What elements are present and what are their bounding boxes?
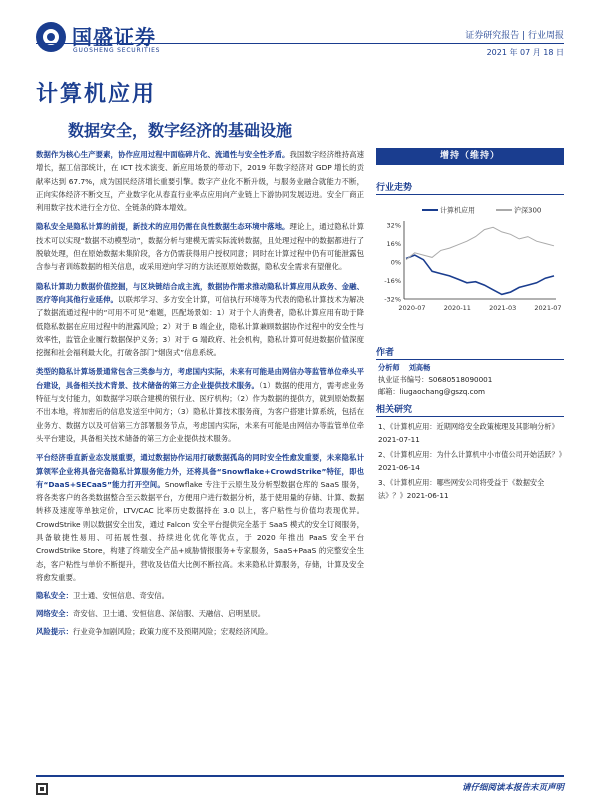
paragraph-4 bbox=[36, 365, 364, 445]
related-item-1[interactable] bbox=[378, 420, 564, 446]
y-tick-label: 32% bbox=[386, 221, 401, 230]
report-title: 数据安全，数字经济的基础设施 bbox=[68, 121, 293, 140]
paragraph-1-text: 我国数字经济维持高速增长，据工信部统计，在 ICT 技术演变、新应用场景的带动下，2019 年数字经济对 GDP 增长的贡献率达到 67.7%，成为国民经济增长重要引擎。数字产业化不断升级，与服务业融合就能力不断，正向实体经济不断交互，产业数字化从春直行业率点应用向产业链上下游协同发展迈进。安全厂商正利用数字技术进行全方位、全链条的降本增效。 bbox=[36, 150, 364, 213]
series-line-hs300 bbox=[406, 227, 554, 259]
tag-risk-label: 风险提示： bbox=[36, 627, 73, 637]
paragraph-2-lead: 隐私安全是隐私计算的前提，新技术的应用仍需在良性数据生态环境中落地。 bbox=[36, 222, 290, 232]
analyst-info bbox=[378, 362, 564, 398]
tag-risk bbox=[36, 626, 364, 638]
paragraph-4-text: （1）数据的使用方，需考虑业务特征与支付能力，如数据学习联合建模的银行业、医疗机构；（2）作为数据的提供方，就到原始数据不出本地，将加密后的信息发送至中间方；（3）隐私计算技术服务商，为客户搭建计算系统，包括在业务方、数据方以及可信第三方部署服务节点，考虑国内实际，未来有可能是由网信办等监管单位牵头平台建设，具备相关技术储备的第三方企业提供技术服务。 bbox=[36, 380, 364, 443]
y-tick-label: -32% bbox=[384, 295, 401, 304]
analyst-email: 邮箱：liugaochang@gszq.com bbox=[378, 387, 485, 396]
tag-risk-text: 行业竞争加剧风险；政策力度不及预期风险；宏观经济风险。 bbox=[72, 627, 273, 637]
report-type: 证券研究报告 | 行业周报 bbox=[465, 31, 564, 41]
paragraph-2-text: 理论上，通过隐私计算技术可以实现“数据不动模型动”，数据分析与建模无需实际流转数据，且处理过程中的数据都进行了脱敏处理，但在原始数据未集阶段，各方仍需获得用户授权同意；同时在计算过程中仍有可能泄露包含参与者训练数据的相关信息，或采用逆向学习的方法还原原始数据，隐私安全需求有望催化。 bbox=[36, 222, 364, 272]
paragraph-3 bbox=[36, 280, 364, 360]
related-item-2-text: 2、《计算机应用：为什么计算机中小市值公司开始活跃？》 bbox=[378, 450, 566, 459]
related-heading: 相关研究 bbox=[376, 405, 413, 415]
analyst-cert: 执业证书编号：S0680518090001 bbox=[378, 375, 493, 384]
related-item-3[interactable] bbox=[378, 476, 564, 502]
trend-heading: 行业走势 bbox=[376, 183, 413, 193]
analyst-row bbox=[378, 362, 564, 374]
analyst-divider bbox=[376, 359, 564, 360]
company-logo bbox=[36, 20, 186, 60]
paragraph-1-lead: 数据作为核心生产要素，协作应用过程中面临碎片化、流通性与安全性矛盾。 bbox=[36, 150, 290, 159]
footer-divider bbox=[36, 775, 564, 777]
paragraph-1 bbox=[36, 148, 364, 214]
paragraph-4-lead: 类型的隐私计算场景通常包含三类参与方，考虑国内实际，未来有可能是由网信办等监管单位牵头平台建设，具备相关技术背景、技术储备的第三方企业提供技术服务。 bbox=[36, 367, 364, 390]
related-item-3-date: 2021-06-11 bbox=[406, 491, 449, 500]
paragraph-5-text: Snowflake 专注于云原生及分析型数据仓库的 SaaS 服务，将各类客户的各类数据整合至云数据平台，方便用户进行数据分析，基于使用量的存储、计算、数据转移及速度等单独定价，LTV/CAC 比率历史数据持在 3.0 以上，客户粘性与价值均表现优异。CrowdStrike 则以数据安全出发，通过 Falcon 安全平台提供完全基于 SaaS 模式的安全订阅服务，具备敏捷性易用、可拓展性强、持续进化优化等优点，于 2020 年推出 PaaS 安全平台 CrowdStrike Store，构建了终端安全产品+威胁情报服务+专家服务，SaaS+PaaS 的完整安全生态，客户粘性与单价不断提升，营收及估值大比例不断拉高。未来隐私计算服务，存储，计算及安全将愈发重要。 bbox=[36, 479, 364, 582]
related-list bbox=[378, 420, 564, 504]
x-tick-label: 2020-07 bbox=[398, 304, 426, 312]
qr-code-icon bbox=[36, 783, 48, 795]
analyst-role: 分析师 bbox=[378, 363, 400, 372]
trend-divider bbox=[376, 194, 564, 195]
trend-chart bbox=[376, 203, 564, 318]
body-column bbox=[36, 148, 364, 638]
header-divider bbox=[36, 43, 564, 44]
x-tick-label: 2021-07 bbox=[534, 304, 562, 312]
related-divider bbox=[376, 416, 564, 417]
related-item-3-text: 3、《计算机应用：哪些网安公司将受益于《数据安全法》？》 bbox=[378, 478, 545, 500]
analyst-name: 刘高畅 bbox=[408, 363, 431, 372]
paragraph-5 bbox=[36, 451, 364, 584]
y-tick-label: 16% bbox=[386, 240, 401, 248]
footer-disclaimer: 请仔细阅读本报告末页声明 bbox=[461, 783, 564, 793]
tag-security bbox=[36, 590, 364, 602]
related-item-1-date: 2021-07-11 bbox=[378, 435, 420, 444]
x-tick-label: 2020-11 bbox=[443, 304, 471, 312]
legend-label-computer: 计算机应用 bbox=[440, 206, 475, 215]
tag-security-text: 卫士通、安恒信息、奇安信。 bbox=[72, 591, 170, 601]
tag-network-label: 网络安全： bbox=[36, 609, 73, 619]
report-date: 2021 年 07 月 18 日 bbox=[486, 48, 564, 57]
related-item-1-text: 1、《计算机应用：近期网络安全政策梳理及其影响分析》 bbox=[378, 422, 559, 431]
tag-security-label: 隐私安全： bbox=[36, 591, 73, 601]
y-tick-label: -16% bbox=[384, 277, 401, 285]
legend-label-hs300: 沪深300 bbox=[514, 206, 542, 215]
paragraph-2 bbox=[36, 220, 364, 273]
y-tick-label: 0% bbox=[390, 258, 401, 267]
analyst-heading: 作者 bbox=[376, 348, 395, 358]
related-item-2-date: 2021-06-14 bbox=[378, 463, 420, 472]
series-line-computer bbox=[406, 255, 554, 294]
tag-network-text: 奇安信、卫士通、安恒信息、深信服、天融信、启明星辰。 bbox=[72, 609, 266, 619]
logo-cn-name: 国盛证券 bbox=[72, 25, 156, 49]
x-tick-label: 2021-03 bbox=[489, 304, 517, 312]
tag-network bbox=[36, 608, 364, 620]
paragraph-3-text: 以联邦学习、多方安全计算，可信执行环境等为代表的隐私计算技术为解决了数据流通过程中的“可用不可见”难题，匹配场景如：1）对于个人消费者，隐私计算应用有助于降低隐私数据在应用过程中的泄露风险；2）对于 B 端企业，隐私计算兼顾数据协作过程中的安全性与效率性，监管企业履行数据保护义务；3）对于 G 端政府、社会机构，隐私计算可促进数据价值深度挖掘和社会福利最大化，打破各部门“烟囱式”信息系统。 bbox=[36, 294, 364, 358]
paragraph-5-lead: 平台经济垂直新业态发展重要，通过数据协作运用打破数据孤岛的同时安全性愈发重要，未来隐私计算领军企业将具备完备隐私计算服务能力外，还将具备“Snowflake+CrowdStrike”特征，即也有“DaaS+SECaaS”能力打开空间。 bbox=[36, 453, 364, 489]
industry-name: 计算机应用 bbox=[36, 82, 157, 107]
paragraph-3-lead: 隐私计算助力数据价值挖掘，与区块链结合成主流，数据协作需求推动隐私计算应用从政务、金融、医疗等向其他行业延伸。 bbox=[36, 281, 364, 304]
logo-en-name: GUOSHENG SECURITIES bbox=[73, 47, 161, 54]
related-item-2[interactable] bbox=[378, 448, 564, 474]
rating-badge: 增持（维持） bbox=[376, 148, 564, 165]
logo-icon bbox=[36, 22, 66, 52]
